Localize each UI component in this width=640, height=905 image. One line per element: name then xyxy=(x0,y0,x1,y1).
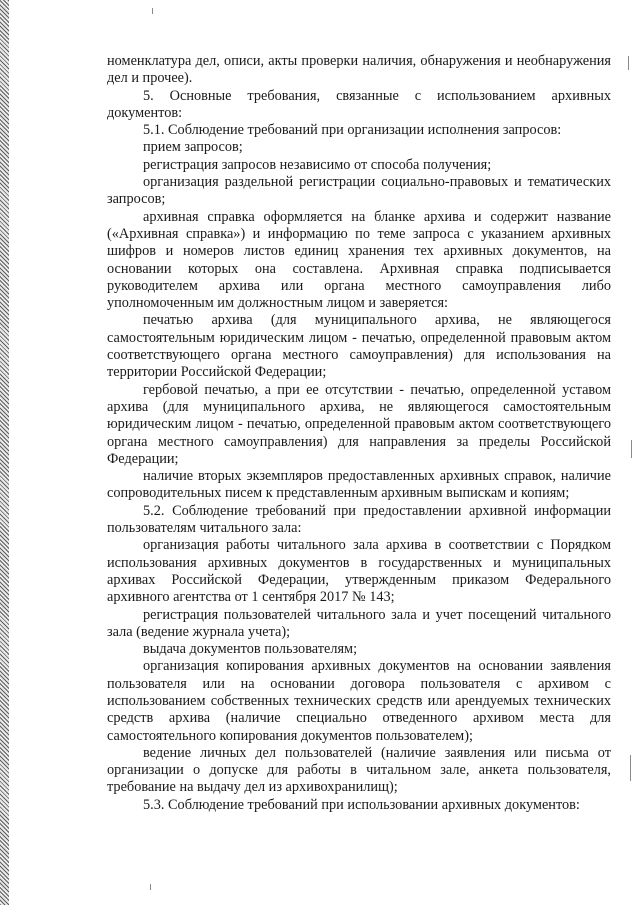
scan-speck xyxy=(631,440,635,458)
subsection-heading: 5.1. Соблюдение требований при организации исполнения запросов: xyxy=(143,122,562,139)
list-item: прием запросов; xyxy=(143,139,243,156)
paragraph: организация работы читального зала архива в соответствии с Порядком использования архивных документов в государственных и муниципальных архивах Российской Федерации, утвержденным приказом Федерального архивного агентства от 1 сентября 2017 № 143; xyxy=(107,537,611,606)
subsection-heading: 5.3. Соблюдение требований при использовании архивных документов: xyxy=(143,796,580,813)
paragraph: регистрация пользователей читального зала и учет посещений читального зала (ведение журнала учета); xyxy=(107,606,611,640)
list-item: организация раздельной регистрации социально-правовых и тематических запросов; xyxy=(107,174,611,208)
scan-speck xyxy=(630,755,634,781)
paragraph: ведение личных дел пользователей (наличие заявления или письма от организации о допуске для работы в читальном зале, анкета пользователя, требование на выдачу дел из архивохранилищ); xyxy=(107,744,611,796)
scan-edge-pattern xyxy=(0,0,9,905)
subsection-heading: 5.2. Соблюдение требований при предоставлении архивной информации пользователям читального зала: xyxy=(107,502,611,537)
section-heading: 5. Основные требования, связанные с использованием архивных документов: xyxy=(107,87,611,121)
list-item: регистрация запросов независимо от способа получения; xyxy=(143,156,492,173)
paragraph: архивная справка оформляется на бланке архива и содержит название («Архивная справка») и информацию по теме запроса с указанием архивных шифров и номеров листов единиц хранения тех архивных документов, на основании которых она составлена. Архивная справка подписывается руководителем архива или органа местного самоуправления либо уполномоченным им должностным лицом и заверяется: xyxy=(107,208,611,312)
paragraph: номенклатура дел, описи, акты проверки наличия, обнаружения и необнаружения дел и прочее). xyxy=(107,53,611,87)
paragraph: печатью архива (для муниципального архива, не являющегося самостоятельным юридическим лицом - печатью, определенной правовым актом соответствующего органа местного самоуправления) для использования на территории Российской Федерации; xyxy=(107,312,611,381)
document-body xyxy=(107,53,611,814)
scan-speck xyxy=(628,56,632,70)
paragraph: организация копирования архивных документов на основании заявления пользователя или на основании договора пользователя с архивом с использованием собственных технических средств или арендуемых технических средств архива (наличие специально отведенного архивом места для самостоятельного копирования документов пользователем); xyxy=(107,658,611,744)
list-item: выдача документов пользователям; xyxy=(143,641,358,658)
scan-speck xyxy=(152,8,156,14)
paragraph: гербовой печатью, а при ее отсутствии - печатью, определенной уставом архива (для муниципального архива, не являющегося самостоятельным юридическим лицом - печатью, определенной правовым актом соответствующего органа местного самоуправления) для направления за пределы Российской Федерации; xyxy=(107,381,611,467)
scan-speck xyxy=(150,884,154,890)
paragraph: наличие вторых экземпляров предоставленных архивных справок, наличие сопроводительных писем к представленным архивным выпискам и копиям; xyxy=(107,468,611,502)
